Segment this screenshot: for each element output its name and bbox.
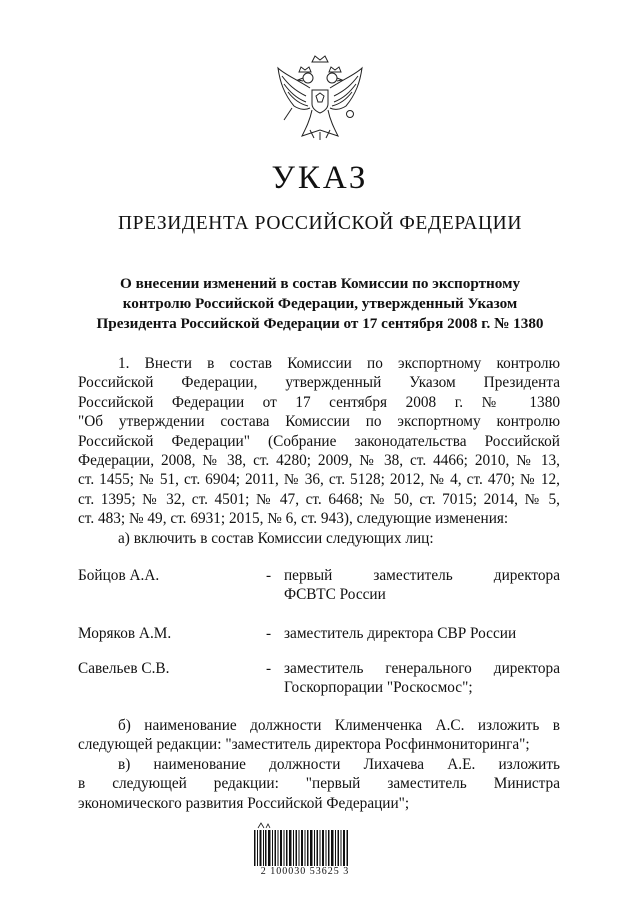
- text-line: Российской Федерации от 17 сентября 2008 г. № 1380: [78, 393, 560, 411]
- document-subtitle: ПРЕЗИДЕНТА РОССИЙСКОЙ ФЕДЕРАЦИИ: [117, 213, 523, 234]
- person-name: Моряков А.М.: [78, 625, 172, 642]
- text-line: ст. 1455; № 51, ст. 6904; 2011, № 36, ст. 5128; 2012, № 4, ст. 470; № 12,: [78, 471, 560, 489]
- text-line: б) наименование должности Клименченка А.С. изложить в: [118, 717, 560, 734]
- text-line: следующей редакции: "заместитель директора Росфинмониторинга";: [78, 736, 530, 754]
- heading-line: О внесении изменений в состав Комиссии по экспортному: [119, 275, 521, 292]
- text-line: ст. 1395; № 32, ст. 4501; № 47, ст. 6468; № 50, ст. 7015; 2014, № 5,: [78, 490, 560, 508]
- person-name: Бойцов А.А.: [78, 567, 160, 584]
- text-line: Российской Федерации, утвержденный Указом Президента: [78, 374, 560, 392]
- role-line: заместитель директора СВР России: [284, 625, 517, 642]
- russian-coat-of-arms-icon: [272, 48, 368, 148]
- person-role: [284, 659, 560, 698]
- person-name: Савельев С.В.: [78, 660, 170, 677]
- heading-line: Президента Российской Федерации от 17 сентября 2008 г. № 1380: [96, 315, 544, 332]
- person-entry: [78, 624, 560, 644]
- text-line: "Об утверждении состава Комиссии по экспортному контролю: [78, 413, 560, 431]
- person-role: [284, 566, 560, 605]
- person-entry: [78, 659, 560, 699]
- subitem-b: [78, 716, 560, 755]
- barcode-number: 2 100030 53625 3: [260, 866, 350, 877]
- text-line: экономического развития Российской Федерации";: [78, 794, 410, 812]
- heading-line: контролю Российской Федерации, утвержденный Указом: [122, 295, 518, 312]
- text-line: в следующей редакции: "первый заместитель Министра: [78, 775, 560, 793]
- text-line: 1. Внести в состав Комиссии по экспортному контролю: [118, 355, 560, 372]
- text-line: Федерации, 2008, № 38, ст. 4280; 2009, № 38, ст. 4466; 2010, № 13,: [78, 452, 560, 470]
- person-role: [284, 624, 560, 643]
- role-line: заместитель генерального директора: [284, 660, 560, 677]
- role-line: ФСВТС России: [284, 586, 386, 604]
- paragraph-1: [78, 354, 560, 548]
- role-line: Госкорпорации "Роскосмос";: [284, 679, 473, 697]
- person-entry: [78, 566, 560, 606]
- subitem-v: [78, 755, 560, 813]
- text-line: Российской Федерации" (Собрание законодательства Российской: [78, 432, 560, 450]
- document-title: УКАЗ: [271, 160, 369, 196]
- person-dash: -: [266, 660, 272, 677]
- person-dash: -: [266, 567, 272, 584]
- role-line: первый заместитель директора: [284, 567, 560, 584]
- person-dash: -: [266, 625, 272, 642]
- text-line: в) наименование должности Лихачева А.Е. изложить: [118, 756, 560, 773]
- decree-heading: [70, 274, 570, 334]
- subitem-a: а) включить в состав Комиссии следующих лиц:: [118, 529, 434, 547]
- text-line: ст. 483; № 49, ст. 6931; 2015, № 6, ст. 943), следующие изменения:: [78, 510, 509, 528]
- barcode-icon: [252, 820, 352, 868]
